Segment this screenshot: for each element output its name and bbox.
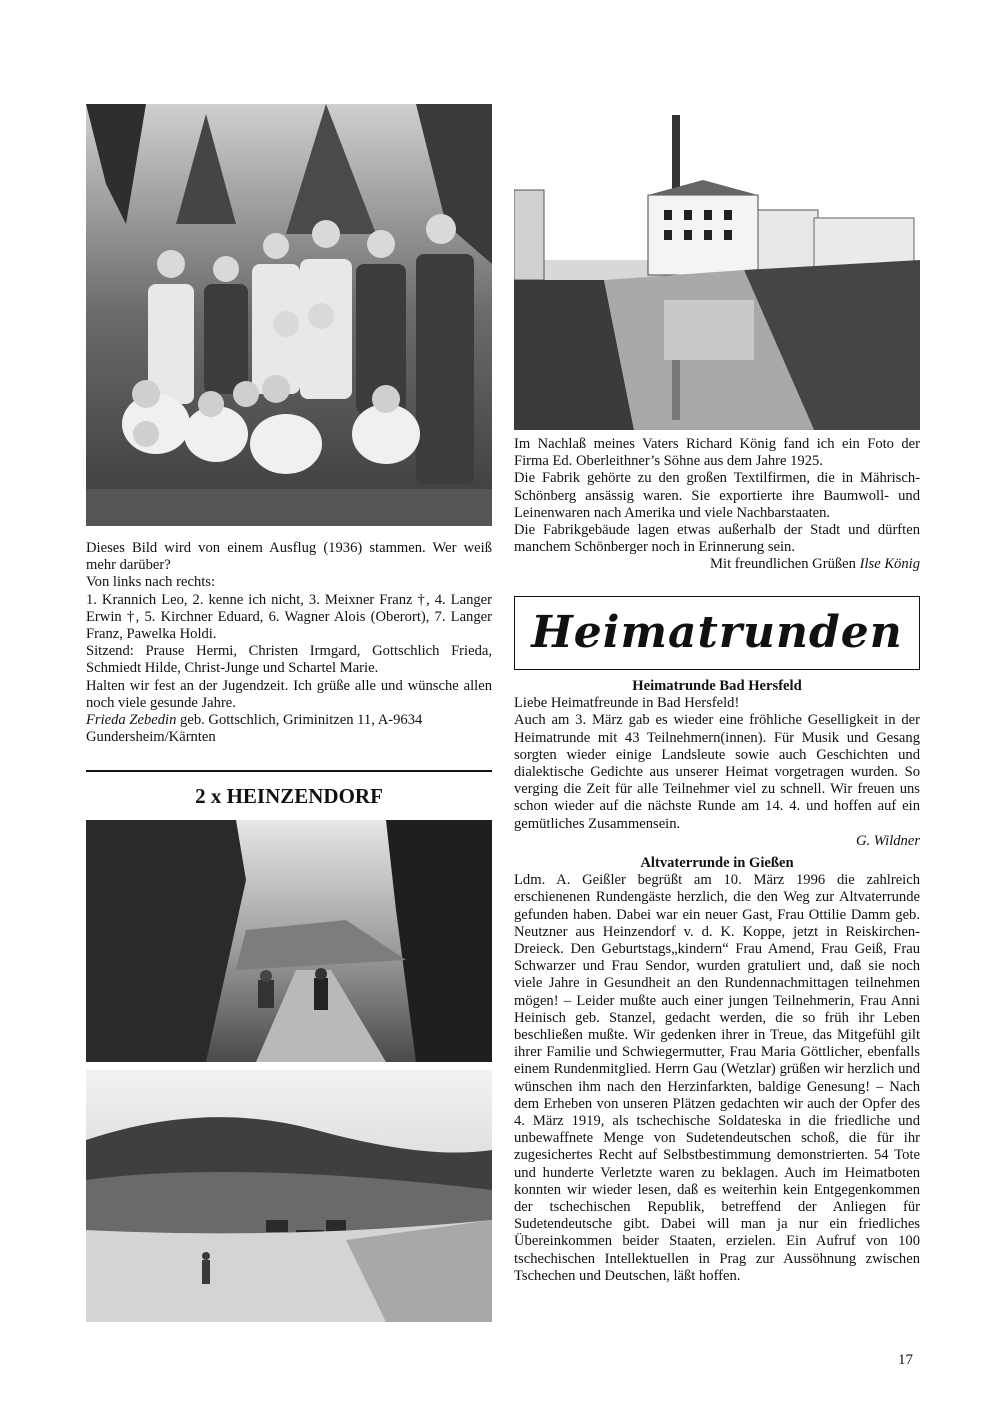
caption-author: Frieda Zebedin — [86, 712, 177, 729]
hersfeld-section — [514, 678, 920, 850]
caption-seated: Sitzend: Prause Hermi, Christen Irmgard, Gottschlich Frieda, Schmiedt Hilde, Christ-Junge und Schartel Marie. — [86, 643, 492, 677]
valley-village-image — [86, 1070, 492, 1322]
caption-signature — [86, 712, 492, 746]
factory-paragraph-1: Im Nachlaß meines Vaters Richard König fand ich ein Foto der Firma Ed. Oberleithner’s Söhne aus dem Jahre 1925. — [514, 436, 920, 470]
group-photo — [86, 104, 492, 526]
hersfeld-salutation: Liebe Heimatfreunde in Bad Hersfeld! — [514, 695, 740, 712]
factory-signature — [514, 556, 920, 573]
forest-path-image — [86, 820, 492, 1062]
caption-order: Von links nach rechts: — [86, 574, 216, 591]
caption-standing: 1. Krannich Leo, 2. kenne ich nicht, 3. Meixner Franz †, 4. Langer Erwin †, 5. Kirchner Eduard, 6. Wagner Alois (Oberort), 7. Langer Franz, Pawelka Holdi. — [86, 591, 492, 643]
heimatrunden-banner — [514, 596, 920, 670]
factory-image — [514, 110, 920, 430]
hersfeld-author: G. Wildner — [855, 832, 920, 849]
forest-path-photo — [86, 820, 492, 1062]
caption-address: geb. Gottschlich, Griminitzen 11, A-9634 Gundersheim/Kärnten — [86, 712, 423, 746]
banner-title: Heimatrunden — [531, 607, 903, 658]
giessen-body: Ldm. A. Geißler begrüßt am 10. März 1996 die zahlreich erschienenen Rundengäste herzlich, die den Weg zur Altvaterrunde gefunden haben. Dabei war ein neuer Gast, Frau Ottilie Damm geb. Neutzner aus Heinzendorf v. d. K. Koppe, jetzt in Reiskirchen-Dreieck. Den Geburtstags„kindern“ Frau Amend, Frau Geiß, Frau Schwarzer und Frau Sendor, wurden gratuliert und, daß sie noch viele Jahre in Gesundheit an den Rundennachmittagen teilnehmen mögen! – Leider mußte auch einer jungen Teilnehmerin, Frau Anni Heinisch geb. Stanzel, gedacht werden, die so früh ihr Leben beschließen mußte. Wir gedenken ihrer in Treue, das Mitgefühl gilt ihrer Familie und Schwiegermutter, Frau Maria Göttlicher, ebenfalls einem Rundenmitglied. Herrn Gau (Wetzlar) grüßen wir herzlich und wünschen ihm nach den Herzinfarkten, baldige Genesung! – Nach dem Erheben von unseren Plätzen gedachten wir auch der Opfer des 4. März 1919, als tschechische Soldateska in die friedliche und unbewaffnete Menge von Sudetendeutschen schoß, die für ihr zugesichertes Recht auf Selbstbestimmung demonstrierten. 54 Tote und hunderte Verletzte waren zu beklagen. Auch im Heimatboten konnten wir wieder lesen, daß es weiterhin kein Entgegenkommen der tschechischen Republik, betreffend der Anliegen für Sudetendeutsche gibt. Dabei will man ja nur ein friedliches Übereinkommen beider Staaten, erzielen. Ein Aufruf von 100 tschechischen Intellektuellen in Prag zur Aussöhnung zwischen Tschechen und Deutschen, läßt hoffen. — [514, 872, 920, 1284]
factory-greeting: Mit freundlichen Grüßen — [710, 556, 860, 573]
group-photo-caption — [86, 540, 492, 746]
factory-paragraph-3: Die Fabrikgebäude lagen etwas außerhalb der Stadt und dürften manchem Schönberger noch in Erinnerung sein. — [514, 522, 920, 556]
section-title: 2 x HEINZENDORF — [195, 784, 383, 808]
caption-intro: Dieses Bild wird von einem Ausflug (1936) stammen. Wer weiß mehr darüber? — [86, 540, 492, 574]
factory-text — [514, 436, 920, 574]
group-photo-image — [86, 104, 492, 526]
factory-author: Ilse König — [859, 556, 920, 573]
giessen-title: Altvaterrunde in Gießen — [640, 855, 794, 871]
giessen-section — [514, 855, 920, 1285]
factory-photo — [514, 110, 920, 430]
section-divider — [86, 770, 492, 772]
page-number: 17 — [898, 1352, 913, 1368]
factory-paragraph-2: Die Fabrik gehörte zu den großen Textilfirmen, die in Mährisch-Schönberg ansässig waren. Sie exportierte ihre Baumwoll- und Leinenwaren nach Amerika und viele Nachbarstaaten. — [514, 470, 920, 521]
caption-greeting: Halten wir fest an der Jugendzeit. Ich grüße alle und wünsche allen noch viele gesunde Jahre. — [86, 677, 492, 711]
hersfeld-body: Auch am 3. März gab es wieder eine fröhliche Geselligkeit in der Heimatrunde mit 43 Teilnehmern(innen). Für Musik und Gesang sorgten wieder einige Landsleute sowie auch Geschichten und dialektische Gedichte aus unserer Heimat vorgetragen wurden. So verging die Zeit für alle Teilnehmer viel zu schnell. Wir freuen uns schon wieder auf die nächste Runde am 14. 4. und hoffen auf ein gemütliches Zusammensein. — [514, 712, 920, 832]
hersfeld-title: Heimatrunde Bad Hersfeld — [632, 678, 802, 694]
valley-village-photo — [86, 1070, 492, 1322]
